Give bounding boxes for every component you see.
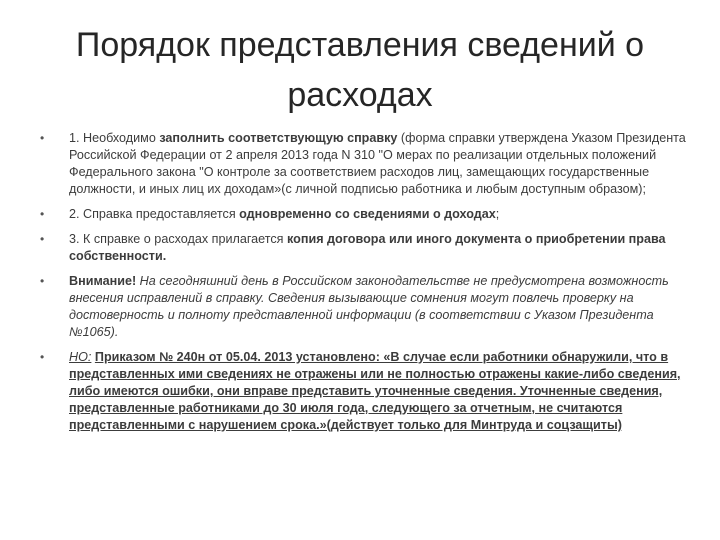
item-text: 1. Необходимо: [69, 131, 160, 145]
warning-text: На сегодняшний день в Российском законодательстве не предусмотрена возможность внесения исправлений в справку. Сведения вызывающие сомнения могут повлечь проверку на достоверность и полноту представленной информации (в соответствии с Указом Президента №1065).: [69, 274, 669, 339]
list-item: [40, 231, 690, 265]
item-emphasis: одновременно со сведениями о доходах: [239, 207, 496, 221]
note-label: НО:: [69, 350, 92, 364]
bullet-icon: •: [40, 274, 45, 288]
item-text: ;: [495, 207, 500, 221]
bullet-icon: •: [40, 207, 45, 221]
list-item: [40, 273, 690, 341]
bullet-icon: •: [40, 131, 45, 145]
list-item: [40, 130, 690, 198]
item-text: 3. К справке о расходах прилагается: [69, 232, 288, 246]
item-text: 2. Справка предоставляется: [69, 207, 240, 221]
content-list: [40, 130, 690, 442]
warning-label: Внимание!: [69, 274, 137, 288]
bullet-icon: •: [40, 350, 45, 364]
list-item: [40, 206, 690, 223]
bullet-icon: •: [40, 232, 45, 246]
order-quote: Приказом № 240н от 05.04. 2013 установлено: «В случае если работники обнаружили, что в представленных ими сведениях не отражены или не полностью отражены какие-либо сведения, либо имеются ошибки, они вправе представить уточненные сведения. Уточненные сведения, представленные работниками до 30 июля года, следующего за отчетным, не считаются представленными с нарушением срока.»(действует только для Минтруда и соцзащиты): [69, 350, 681, 432]
item-emphasis: копия договора или иного документа о приобретении права собственности.: [69, 232, 666, 263]
slide-title: Порядок представления сведений о расходах: [75, 26, 645, 114]
list-item: [40, 349, 690, 434]
item-text: (форма справки утверждена Указом Президента Российской Федерации от 2 апреля 2013 года N 310 "О мерах по реализации отдельных положений Федерального закона "О контроле за соответствием расходов лиц, замещающих государственные должности, и иных лиц их доходам»(с личной подписью работника и любым доступным образом);: [69, 131, 686, 196]
item-emphasis: заполнить соответствующую справку: [159, 131, 398, 145]
